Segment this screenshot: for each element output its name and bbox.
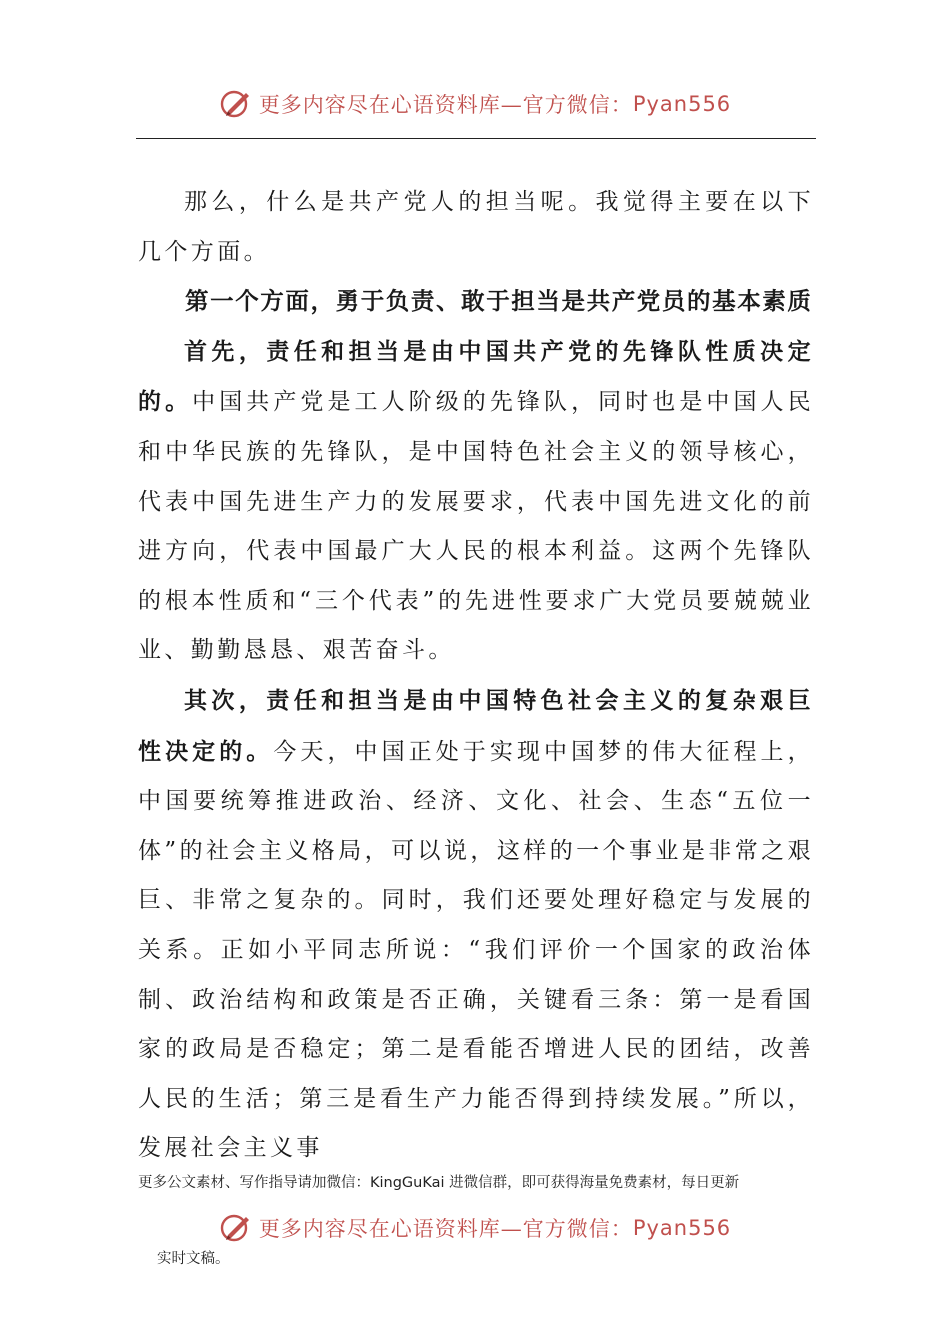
banner-wechat-id: Pyan556 xyxy=(632,92,732,116)
paragraph-first-reason xyxy=(138,327,814,676)
footer-note-suffix: 进微信群，即可获得海量免费素材，每日更新 xyxy=(444,1175,740,1191)
document-body xyxy=(138,178,814,1174)
footer-banner xyxy=(0,1206,950,1250)
footer-wechat-id: KingGuKai xyxy=(370,1175,445,1191)
footer-note xyxy=(138,1171,828,1192)
pen-logo-icon xyxy=(219,87,253,121)
paragraph-text: 中国共产党是工人阶级的先锋队，同时也是中国人民和中华民族的先锋队，是中国特色社会主义的领导核心，代表中国先进生产力的发展要求，代表中国先进文化的前进方向，代表中国最广大人民的根本利益。这两个先锋队的根本性质和“三个代表”的先进性要求广大党员要兢兢业业、勤勤恳恳、艰苦奋斗。 xyxy=(138,389,814,664)
paragraph-text: 今天，中国正处于实现中国梦的伟大征程上，中国要统筹推进政治、经济、文化、社会、生态“五位一体”的社会主义格局，可以说，这样的一个事业是非常之艰巨、非常之复杂的。同时，我们还要处理好稳定与发展的关系。正如小平同志所说：“我们评价一个国家的政治体制、政治结构和政策是否正确，关键看三条：第一是看国家的政局是否稳定；第二是看能否增进人民的团结，改善人民的生活；第三是看生产力能否得到持续发展。”所以，发展社会主义事 xyxy=(138,738,815,1162)
lead-sentence: 其次，责任和担当是由中国特色社会主义的复杂艰巨性决定的。 xyxy=(138,686,814,765)
header-divider xyxy=(136,138,816,139)
lead-sentence: 首先，责任和担当是由中国共产党的先锋队性质决定的。 xyxy=(138,337,814,416)
paragraph-second-reason xyxy=(138,676,814,1174)
footer-note-continued: 实时文稿。 xyxy=(157,1251,230,1267)
banner-text: 更多内容尽在心语资料库—官方微信： xyxy=(258,1217,633,1241)
banner-wechat-id: Pyan556 xyxy=(632,1216,732,1240)
banner-text: 更多内容尽在心语资料库—官方微信： xyxy=(258,93,633,117)
section-heading: 第一个方面，勇于负责、敢于担当是共产党员的基本素质 xyxy=(185,287,813,316)
paragraph-intro: 那么，什么是共产党人的担当呢。我觉得主要在以下几个方面。 xyxy=(138,189,814,265)
header-banner xyxy=(0,82,950,126)
footer-note-prefix: 更多公文素材、写作指导请加微信： xyxy=(138,1175,370,1191)
pen-logo-icon xyxy=(219,1211,253,1245)
